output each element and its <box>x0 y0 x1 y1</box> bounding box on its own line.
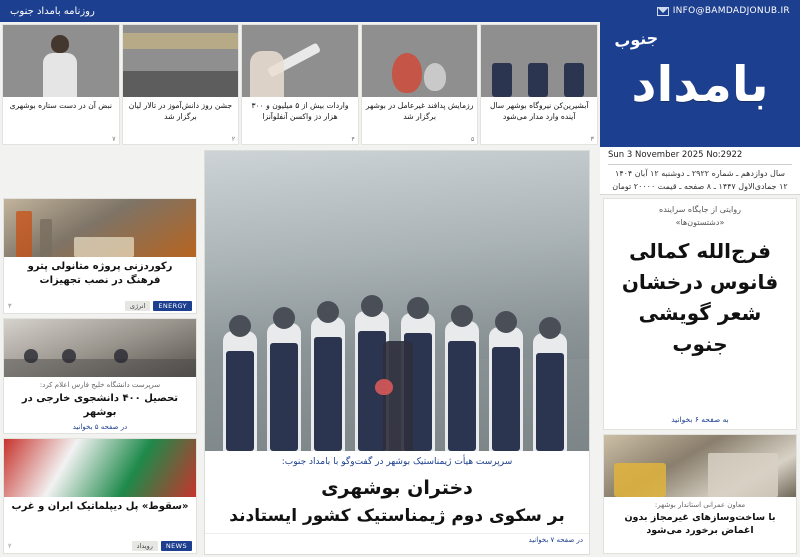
reference-line[interactable]: به صفحه ۶ بخوانید <box>671 415 729 424</box>
vaccine-photo <box>242 25 358 97</box>
top-news-item[interactable] <box>2 24 120 145</box>
tag-row <box>4 300 196 313</box>
kicker: معاون عمرانی استاندار بوشهر: <box>654 501 746 509</box>
masthead <box>600 22 800 147</box>
page-number: ۷ <box>112 135 116 143</box>
dateline-persian-2: ۱۲ جمادی‌الاول ۱۴۴۷ ـ ۸ صفحه ـ قیمت ۲۰۰۰۰ تومان <box>612 182 788 191</box>
reference-line[interactable]: در صفحه ۷ بخوانید <box>528 535 583 544</box>
left-article-university[interactable] <box>3 318 197 434</box>
dateline-english: Sun 3 November 2025 No:2922 <box>608 150 743 160</box>
email-text: INFO@BAMDADJONUB.IR <box>672 6 790 16</box>
dateline-persian-1: سال دوازدهم ـ شماره ۲۹۲۲ ـ دوشنبه ۱۲ آبان ۱۴۰۴ <box>615 169 785 178</box>
right-article-construction[interactable] <box>603 434 797 554</box>
dateline-divider <box>608 164 792 165</box>
top-news-caption: جشن روز دانش‌آموز در تالار لیان برگزار شد <box>128 101 233 121</box>
top-news-item[interactable] <box>361 24 479 145</box>
reference-line[interactable]: در صفحه ۵ بخوانید <box>72 423 128 431</box>
page-number: ۴ <box>351 135 355 143</box>
right-article-text <box>604 497 796 553</box>
main-story-headline-1: دختران بوشهری <box>321 476 473 499</box>
left-article-diplomacy[interactable] <box>3 438 197 554</box>
left-article-energy[interactable] <box>3 198 197 314</box>
top-news-item[interactable] <box>241 24 359 145</box>
envelope-icon <box>657 7 669 16</box>
left-article-text <box>4 497 196 540</box>
construction-site-photo <box>604 435 796 497</box>
tag-news-fa[interactable]: رویداد <box>132 541 158 551</box>
dateline <box>600 147 800 195</box>
drill-photo <box>362 25 478 97</box>
tag-news[interactable]: NEWS <box>161 541 192 551</box>
page-number: ۵ <box>470 135 475 143</box>
page-number: ۳ <box>8 302 12 310</box>
headline: تحصیل ۴۰۰ دانشجوی خارجی در بوشهر <box>21 392 179 418</box>
kicker: سرپرست دانشگاه خلیج فارس اعلام کرد: <box>39 381 161 389</box>
top-news-caption: واردات بیش از ۵ میلیون و ۳۰۰ هزار دز واکسن آنفلوآنزا <box>251 101 349 121</box>
conference-hall-photo <box>4 319 196 377</box>
industrial-plant-photo <box>4 199 196 257</box>
page-number: ۳ <box>590 135 594 143</box>
right-column <box>600 195 800 557</box>
main-story-lede: سرپرست هیأت ژیمناستیک بوشهر در گفت‌وگو با بامداد جنوب: <box>281 457 513 467</box>
page-number: ۲ <box>8 542 12 550</box>
feature-kicker-1: روایتی از جایگاه سراینده <box>659 205 741 214</box>
left-column <box>0 195 200 557</box>
headline: «سقوط» پل دیپلماتیک ایران و غرب <box>11 501 189 512</box>
tag-row <box>4 540 196 553</box>
gymnastics-team-photo <box>205 151 589 451</box>
top-news-strip <box>0 22 600 147</box>
tag-energy[interactable]: ENERGY <box>153 301 192 311</box>
main-story-headline-2: بر سکوی دوم ژیمناستیک کشور ایستادند <box>229 506 565 526</box>
headline: رکوردزنی پروژه متانولی پترو فرهنگ در نصب تجهیزات <box>27 261 173 286</box>
left-article-text <box>4 257 196 300</box>
masthead-sublogo: جنوب <box>613 27 660 52</box>
main-story-footer <box>205 533 589 547</box>
top-news-item[interactable] <box>122 24 240 145</box>
top-news-caption: نبض آن در دست ستاره بوشهری <box>9 101 113 110</box>
main-story[interactable] <box>204 150 590 555</box>
email-contact[interactable] <box>657 6 790 16</box>
site-name: روزنامه بامداد جنوب <box>10 5 95 17</box>
top-news-caption: آبشیرین‌کن نیروگاه بوشهر سال آینده وارد مدار می‌شود <box>489 101 589 121</box>
feature-kicker-2: «دشتستون‌ها» <box>675 217 725 227</box>
top-news-caption: رزمایش پدافند غیرعامل در بوشهر برگزار شد <box>365 101 474 121</box>
feature-article[interactable] <box>603 198 797 430</box>
top-news-item[interactable] <box>480 24 598 145</box>
flags-photo <box>4 439 196 497</box>
tag-energy-fa[interactable]: انرژی <box>125 301 150 311</box>
headline: با ساخت‌وسازهای غیرمجاز بدون اغماض برخورد می‌شود <box>624 511 776 537</box>
left-article-text <box>4 377 196 423</box>
page-number: ۲ <box>231 135 236 143</box>
football-photo <box>3 25 119 97</box>
ceremony-photo <box>123 25 239 97</box>
top-bar <box>0 0 800 22</box>
masthead-logo: بامداد <box>631 56 769 113</box>
meeting-photo <box>481 25 597 97</box>
feature-headline: فرج‌الله کمالی فانوس درخشان شعر گویشی جنوب <box>621 238 779 356</box>
